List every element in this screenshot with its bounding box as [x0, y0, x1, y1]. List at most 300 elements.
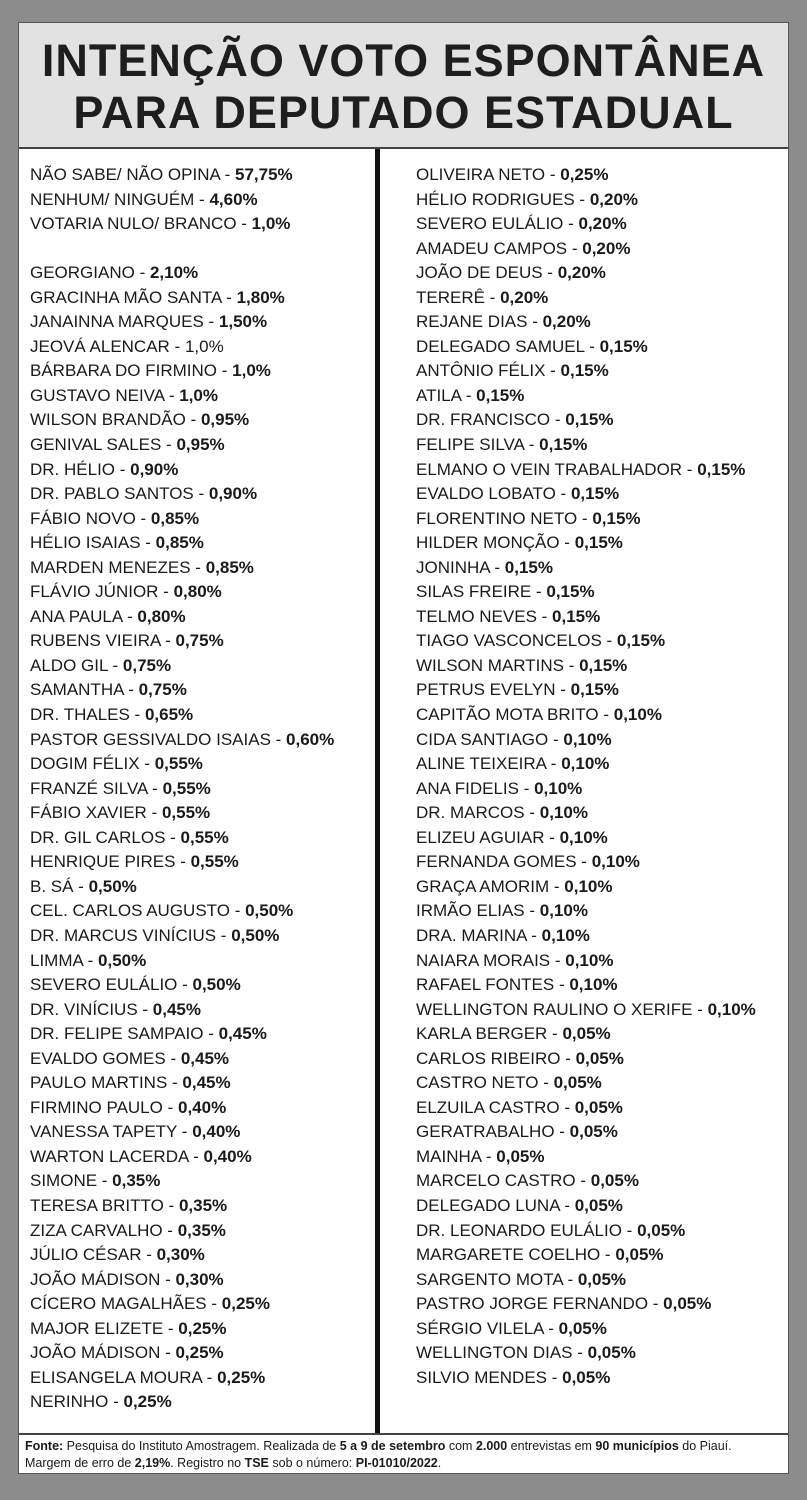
entry-percentage: 0,05%: [663, 1294, 712, 1314]
entry-percentage: 0,40%: [203, 1146, 252, 1166]
entry-name: CAPITÃO MOTA BRITO -: [416, 705, 614, 725]
entry-percentage: 0,30%: [175, 1269, 224, 1289]
entry-name: ELISANGELA MOURA -: [30, 1367, 218, 1387]
entry-name: JEOVÁ ALENCAR -: [30, 336, 185, 356]
entry-name: WILSON MARTINS -: [416, 655, 580, 675]
entry-name: SÉRGIO VILELA -: [416, 1318, 559, 1338]
poll-entry: [30, 286, 370, 311]
entry-percentage: 4,60%: [209, 189, 258, 209]
poll-entry: [30, 1194, 370, 1219]
entry-name: SILVIO MENDES -: [416, 1367, 563, 1387]
poll-entry: [30, 1341, 370, 1366]
poll-entry: [30, 1145, 370, 1170]
entry-name: JONINHA -: [416, 557, 505, 577]
footnote-segment: do Piauí.: [678, 1439, 732, 1453]
entry-name: DR. PABLO SANTOS -: [30, 484, 209, 504]
entry-percentage: 0,20%: [582, 238, 631, 258]
entry-name: ELIZEU AGUIAR -: [416, 827, 560, 847]
entry-percentage: 0,50%: [192, 975, 241, 995]
poll-entry: [416, 973, 786, 998]
entry-name: MARDEN MENEZES -: [30, 557, 206, 577]
entry-name: SAMANTHA -: [30, 680, 139, 700]
poll-entry: [30, 458, 370, 483]
entry-name: PASTOR GESSIVALDO ISAIAS -: [30, 729, 287, 749]
entry-name: DELEGADO SAMUEL -: [416, 336, 600, 356]
poll-entry: [416, 286, 786, 311]
poll-entry: [416, 1341, 786, 1366]
entry-percentage: 0,05%: [615, 1245, 664, 1265]
entry-percentage: 0,40%: [192, 1122, 241, 1142]
footnote-segment: Pesquisa do Instituto Amostragem. Realizada de: [63, 1439, 340, 1453]
entry-name: CIDA SANTIAGO -: [416, 729, 564, 749]
entry-name: FÁBIO XAVIER -: [30, 803, 162, 823]
poll-entry: [416, 654, 786, 679]
entry-name: IRMÃO ELIAS -: [416, 901, 540, 921]
entry-name: FIRMINO PAULO -: [30, 1097, 178, 1117]
entry-percentage: 1,80%: [236, 287, 285, 307]
entry-percentage: 0,40%: [177, 1097, 227, 1117]
footnote-segment: 2.000: [475, 1439, 508, 1453]
entry-percentage: 0,20%: [589, 189, 639, 209]
poll-entry: [416, 408, 786, 433]
right-column: [416, 163, 786, 1390]
poll-entry: [30, 1169, 370, 1194]
entry-percentage: 0,45%: [152, 999, 201, 1019]
poll-entry: [30, 998, 370, 1023]
poll-entry: [30, 1096, 370, 1121]
entry-percentage: 0,05%: [587, 1343, 636, 1363]
entry-percentage: 0,35%: [112, 1171, 161, 1191]
entry-name: RUBENS VIEIRA -: [30, 631, 176, 651]
entry-name: DR. FELIPE SAMPAIO -: [30, 1024, 219, 1044]
entry-name: ZIZA CARVALHO -: [30, 1220, 178, 1240]
poll-entry: [30, 1268, 370, 1293]
poll-entry: [30, 163, 370, 188]
entry-percentage: 0,95%: [200, 410, 250, 430]
entry-percentage: 0,50%: [98, 950, 147, 970]
entry-percentage: 0,85%: [155, 533, 204, 553]
entry-name: SILAS FREIRE -: [416, 582, 547, 602]
entry-percentage: 0,10%: [534, 778, 583, 798]
poll-entry: [416, 335, 786, 360]
entry-name: EVALDO GOMES -: [30, 1048, 181, 1068]
entry-percentage: 0,05%: [590, 1171, 639, 1191]
entry-percentage: 1,0%: [232, 361, 271, 381]
entry-percentage: 0,25%: [178, 1318, 227, 1338]
entry-percentage: 0,15%: [570, 484, 620, 504]
footnote-segment: . Registro no: [170, 1456, 245, 1470]
poll-entry: [30, 973, 370, 998]
entry-percentage: 57,75%: [235, 165, 293, 184]
poll-entry: [416, 507, 786, 532]
entry-name: PETRUS EVELYN -: [416, 680, 571, 700]
poll-entry: [416, 899, 786, 924]
entry-name: MAINHA -: [416, 1146, 497, 1166]
entry-percentage: 0,05%: [562, 1367, 611, 1387]
poll-entry: [30, 949, 370, 974]
entry-percentage: 0,10%: [539, 901, 588, 921]
entry-name: MAJOR ELIZETE -: [30, 1318, 179, 1338]
entry-percentage: 0,05%: [574, 1097, 623, 1117]
entry-name: FELIPE SILVA -: [416, 435, 540, 455]
entry-name: DR. HÉLIO -: [30, 459, 131, 479]
entry-percentage: 0,45%: [182, 1073, 231, 1093]
entry-percentage: 0,90%: [208, 484, 258, 504]
poll-entry: [416, 188, 786, 213]
entry-name: GEORGIANO -: [30, 263, 150, 283]
entry-percentage: 0,05%: [637, 1220, 686, 1240]
poll-entry: [30, 1071, 370, 1096]
poll-entry: [30, 408, 370, 433]
entry-percentage: 0,20%: [557, 263, 606, 283]
entry-name: DRA. MARINA -: [416, 925, 542, 945]
entry-percentage: 0,10%: [569, 975, 618, 995]
poll-entry: [30, 188, 370, 213]
entry-percentage: 0,05%: [574, 1195, 623, 1215]
entry-name: B. SÁ -: [30, 876, 89, 896]
entry-name: JOÃO MÁDISON -: [30, 1269, 176, 1289]
entry-name: ELMANO O VEIN TRABALHADOR -: [416, 459, 698, 479]
entry-name: SEVERO EULÁLIO -: [416, 214, 579, 234]
footnote-segment: 5 a 9 de setembro: [339, 1439, 446, 1453]
entry-percentage: 0,90%: [130, 459, 179, 479]
entry-percentage: 0,25%: [217, 1367, 266, 1387]
entry-percentage: 1,50%: [218, 312, 268, 332]
entry-name: DR. THALES -: [30, 705, 145, 725]
entry-name: DR. VINÍCIUS -: [30, 999, 153, 1019]
entry-name: ANA FIDELIS -: [416, 778, 535, 798]
entry-name: VOTARIA NULO/ BRANCO -: [30, 214, 252, 234]
entry-name: DR. MARCOS -: [416, 803, 540, 823]
poll-entry: [30, 629, 370, 654]
poll-entry: [30, 335, 370, 360]
entry-percentage: 0,15%: [560, 361, 609, 381]
entry-name: GERATRABALHO -: [416, 1122, 570, 1142]
footnote-line-2: [25, 1455, 782, 1472]
entry-name: JOÃO MÁDISON -: [30, 1343, 176, 1363]
entry-name: OLIVEIRA NETO -: [416, 165, 561, 184]
footnote-segment: sob o número:: [268, 1456, 356, 1470]
entry-name: ALINE TEIXEIRA -: [416, 754, 562, 774]
entry-name: DELEGADO LUNA -: [416, 1195, 575, 1215]
left-column: [30, 163, 370, 1415]
poll-entry: [416, 1071, 786, 1096]
entry-percentage: 0,45%: [218, 1024, 267, 1044]
poll-entry: [416, 924, 786, 949]
entry-percentage: 0,85%: [150, 508, 200, 528]
entry-name: FLORENTINO NETO -: [416, 508, 593, 528]
entry-percentage: 0,05%: [577, 1269, 627, 1289]
spacer: [30, 237, 370, 262]
entry-name: MARGARETE COELHO -: [416, 1245, 616, 1265]
poll-entry: [30, 433, 370, 458]
entry-name: REJANE DIAS -: [416, 312, 543, 332]
entry-percentage: 0,75%: [175, 631, 224, 651]
entry-percentage: 0,55%: [161, 803, 211, 823]
entry-percentage: 2,10%: [149, 263, 199, 283]
entry-name: SARGENTO MOTA -: [416, 1269, 578, 1289]
entry-name: TERERÊ -: [416, 287, 501, 307]
entry-percentage: 0,50%: [231, 925, 280, 945]
entry-name: SEVERO EULÁLIO -: [30, 975, 193, 995]
poll-entry: [416, 1096, 786, 1121]
poll-entry: [416, 580, 786, 605]
poll-entry: [416, 801, 786, 826]
entry-percentage: 0,15%: [539, 435, 588, 455]
entry-percentage: 0,85%: [205, 557, 254, 577]
footnote-segment: Fonte:: [25, 1439, 64, 1453]
entry-percentage: 0,10%: [591, 852, 640, 872]
entry-name: EVALDO LOBATO -: [416, 484, 571, 504]
poll-entry: [30, 1047, 370, 1072]
poll-entry: [30, 899, 370, 924]
poll-entry: [30, 359, 370, 384]
entry-name: DR. GIL CARLOS -: [30, 827, 181, 847]
entry-percentage: 0,55%: [162, 778, 211, 798]
entry-name: WELLINGTON DIAS -: [416, 1343, 588, 1363]
entry-name: JÚLIO CÉSAR -: [30, 1245, 157, 1265]
entry-percentage: 0,35%: [177, 1220, 226, 1240]
poll-entry: [416, 556, 786, 581]
poll-entry: [416, 949, 786, 974]
entry-name: LIMMA -: [30, 950, 99, 970]
poll-entry: [30, 826, 370, 851]
entry-name: TERESA BRITTO -: [30, 1195, 179, 1215]
entry-percentage: 0,55%: [180, 827, 229, 847]
column-divider: [375, 149, 380, 1433]
entry-percentage: 0,10%: [541, 925, 590, 945]
entry-percentage: 0,05%: [558, 1318, 607, 1338]
footnote-segment: entrevistas em: [507, 1439, 596, 1453]
entry-name: PASTRO JORGE FERNANDO -: [416, 1294, 664, 1314]
entry-name: HÉLIO ISAIAS -: [30, 533, 156, 553]
poll-entry: [30, 580, 370, 605]
poll-entry: [30, 212, 370, 237]
entry-name: ATILA -: [416, 385, 477, 405]
entry-percentage: 0,20%: [500, 287, 549, 307]
entry-percentage: 0,15%: [697, 459, 746, 479]
poll-entry: [30, 531, 370, 556]
poll-entry: [30, 875, 370, 900]
entry-percentage: 0,10%: [559, 827, 608, 847]
entry-name: CASTRO NETO -: [416, 1073, 554, 1093]
entry-name: NÃO SABE/ NÃO OPINA -: [30, 165, 235, 184]
poll-entry: [416, 1268, 786, 1293]
entry-name: AMADEU CAMPOS -: [416, 238, 583, 258]
entry-name: HÉLIO RODRIGUES -: [416, 189, 590, 209]
entry-name: CEL. CARLOS AUGUSTO -: [30, 901, 246, 921]
entry-percentage: 0,60%: [286, 729, 335, 749]
poll-entry: [416, 1169, 786, 1194]
entry-name: DR. LEONARDO EULÁLIO -: [416, 1220, 638, 1240]
poll-entry: [416, 777, 786, 802]
entry-name: GRACINHA MÃO SANTA -: [30, 287, 237, 307]
entry-name: TIAGO VASCONCELOS -: [416, 631, 617, 651]
entry-name: PAULO MARTINS -: [30, 1073, 183, 1093]
entry-percentage: 0,15%: [592, 508, 641, 528]
poll-entry: [416, 826, 786, 851]
poll-entry: [416, 728, 786, 753]
entry-percentage: 0,15%: [552, 606, 601, 626]
poll-entry: [416, 752, 786, 777]
poll-entry: [30, 1120, 370, 1145]
entry-percentage: 0,05%: [562, 1024, 611, 1044]
footnote-segment: PI-01010/2022: [355, 1456, 438, 1470]
entry-percentage: 0,25%: [123, 1392, 172, 1412]
poll-entry: [416, 875, 786, 900]
source-footnote: [19, 1433, 788, 1475]
entry-percentage: 0,10%: [539, 803, 588, 823]
poll-entry: [416, 1022, 786, 1047]
poll-entry: [416, 1292, 786, 1317]
entry-percentage: 0,55%: [154, 754, 203, 774]
entry-percentage: 0,25%: [175, 1343, 224, 1363]
entry-name: NAIARA MORAIS -: [416, 950, 566, 970]
entry-name: JANAINNA MARQUES -: [30, 312, 219, 332]
poll-entry: [416, 212, 786, 237]
poll-entry: [416, 237, 786, 262]
footnote-segment: TSE: [244, 1456, 269, 1470]
entry-name: ALDO GIL -: [30, 655, 123, 675]
entry-name: ELZUILA CASTRO -: [416, 1097, 575, 1117]
entry-name: WARTON LACERDA -: [30, 1146, 204, 1166]
entry-name: GENIVAL SALES -: [30, 435, 177, 455]
poll-entry: [30, 703, 370, 728]
entry-percentage: 1,0%: [184, 336, 224, 356]
entry-percentage: 0,15%: [476, 385, 525, 405]
poll-entry: [30, 924, 370, 949]
entry-name: FERNANDA GOMES -: [416, 852, 592, 872]
entry-percentage: 0,05%: [569, 1122, 618, 1142]
entry-percentage: 0,15%: [616, 631, 666, 651]
poll-entry: [416, 850, 786, 875]
poll-entry: [30, 605, 370, 630]
poll-entry: [30, 1219, 370, 1244]
entry-percentage: 0,10%: [563, 729, 612, 749]
entry-percentage: 0,55%: [190, 852, 239, 872]
poll-entry: [416, 310, 786, 335]
poll-entry: [416, 1219, 786, 1244]
poll-entry: [30, 777, 370, 802]
poll-entry: [30, 310, 370, 335]
entry-percentage: 0,05%: [496, 1146, 545, 1166]
entry-percentage: 0,50%: [245, 901, 294, 921]
entry-percentage: 0,10%: [565, 950, 614, 970]
poll-entry: [30, 801, 370, 826]
entry-percentage: 0,15%: [574, 533, 623, 553]
entry-percentage: 0,15%: [570, 680, 619, 700]
entry-name: FRANZÉ SILVA -: [30, 778, 163, 798]
entry-percentage: 0,80%: [173, 582, 222, 602]
poll-entry: [416, 629, 786, 654]
entry-percentage: 0,35%: [178, 1195, 228, 1215]
entry-percentage: 0,30%: [156, 1245, 205, 1265]
entry-percentage: 1,0%: [179, 385, 218, 405]
entry-name: FLÁVIO JÚNIOR -: [30, 582, 174, 602]
entry-name: VANESSA TAPETY -: [30, 1122, 193, 1142]
entry-percentage: 0,20%: [542, 312, 591, 332]
entry-percentage: 0,10%: [564, 876, 613, 896]
entry-name: JOÃO DE DEUS -: [416, 263, 558, 283]
entry-percentage: 0,75%: [122, 655, 172, 675]
entry-percentage: 0,95%: [176, 435, 225, 455]
entry-percentage: 0,25%: [560, 165, 609, 184]
poll-entry: [30, 1243, 370, 1268]
poll-entry: [30, 261, 370, 286]
poll-entry: [30, 728, 370, 753]
entry-percentage: 0,45%: [180, 1048, 230, 1068]
entry-name: CARLOS RIBEIRO -: [416, 1048, 576, 1068]
poll-entry: [30, 1022, 370, 1047]
entry-name: ANTÔNIO FÉLIX -: [416, 361, 561, 381]
poll-entry: [416, 678, 786, 703]
entry-name: WILSON BRANDÃO -: [30, 410, 201, 430]
entry-name: HENRIQUE PIRES -: [30, 852, 191, 872]
entry-percentage: 0,10%: [613, 705, 662, 725]
entry-name: WELLINGTON RAULINO O XERIFE -: [416, 999, 708, 1019]
entry-percentage: 0,15%: [599, 336, 648, 356]
entry-percentage: 0,50%: [88, 876, 137, 896]
poll-panel: [18, 22, 789, 1474]
entry-name: HILDER MONÇÃO -: [416, 533, 575, 553]
entry-percentage: 0,10%: [707, 999, 756, 1019]
poll-entry: [416, 605, 786, 630]
poll-entry: [416, 1243, 786, 1268]
entry-name: NERINHO -: [30, 1392, 124, 1412]
entry-percentage: 0,15%: [504, 557, 553, 577]
poll-entry: [416, 384, 786, 409]
poll-entry: [416, 1194, 786, 1219]
entry-percentage: 0,15%: [579, 655, 628, 675]
poll-entry: [416, 1145, 786, 1170]
entry-name: DR. MARCUS VINÍCIUS -: [30, 925, 232, 945]
footnote-segment: Margem de erro de: [25, 1456, 135, 1470]
poll-entry: [416, 1317, 786, 1342]
poll-entry: [416, 482, 786, 507]
title-banner: [19, 23, 788, 149]
poll-entry: [30, 1390, 370, 1415]
entry-percentage: 0,05%: [553, 1073, 602, 1093]
poll-entry: [30, 1317, 370, 1342]
footnote-segment: com: [445, 1439, 476, 1453]
poll-entry: [30, 507, 370, 532]
poll-entry: [30, 1292, 370, 1317]
entry-name: GUSTAVO NEIVA -: [30, 385, 180, 405]
title-line-2: PARA DEPUTADO ESTADUAL: [73, 87, 734, 138]
poll-entry: [30, 384, 370, 409]
poll-entry: [416, 359, 786, 384]
entry-percentage: 0,25%: [221, 1294, 270, 1314]
entry-name: MARCELO CASTRO -: [416, 1171, 591, 1191]
entry-name: NENHUM/ NINGUÉM -: [30, 189, 210, 209]
poll-entry: [30, 752, 370, 777]
entry-name: KARLA BERGER -: [416, 1024, 563, 1044]
poll-entry: [416, 458, 786, 483]
entry-name: CÍCERO MAGALHÃES -: [30, 1294, 222, 1314]
entry-percentage: 0,05%: [575, 1048, 624, 1068]
entry-percentage: 0,75%: [138, 680, 187, 700]
poll-entry: [30, 678, 370, 703]
poll-entry: [416, 261, 786, 286]
poll-entry: [416, 163, 786, 188]
poll-entry: [416, 531, 786, 556]
entry-percentage: 0,10%: [561, 754, 610, 774]
title-line-1: INTENÇÃO VOTO ESPONTÂNEA: [41, 35, 766, 86]
entry-name: DOGIM FÉLIX -: [30, 754, 155, 774]
poll-entry: [416, 1120, 786, 1145]
poll-entry: [416, 1047, 786, 1072]
entry-name: GRAÇA AMORIM -: [416, 876, 565, 896]
